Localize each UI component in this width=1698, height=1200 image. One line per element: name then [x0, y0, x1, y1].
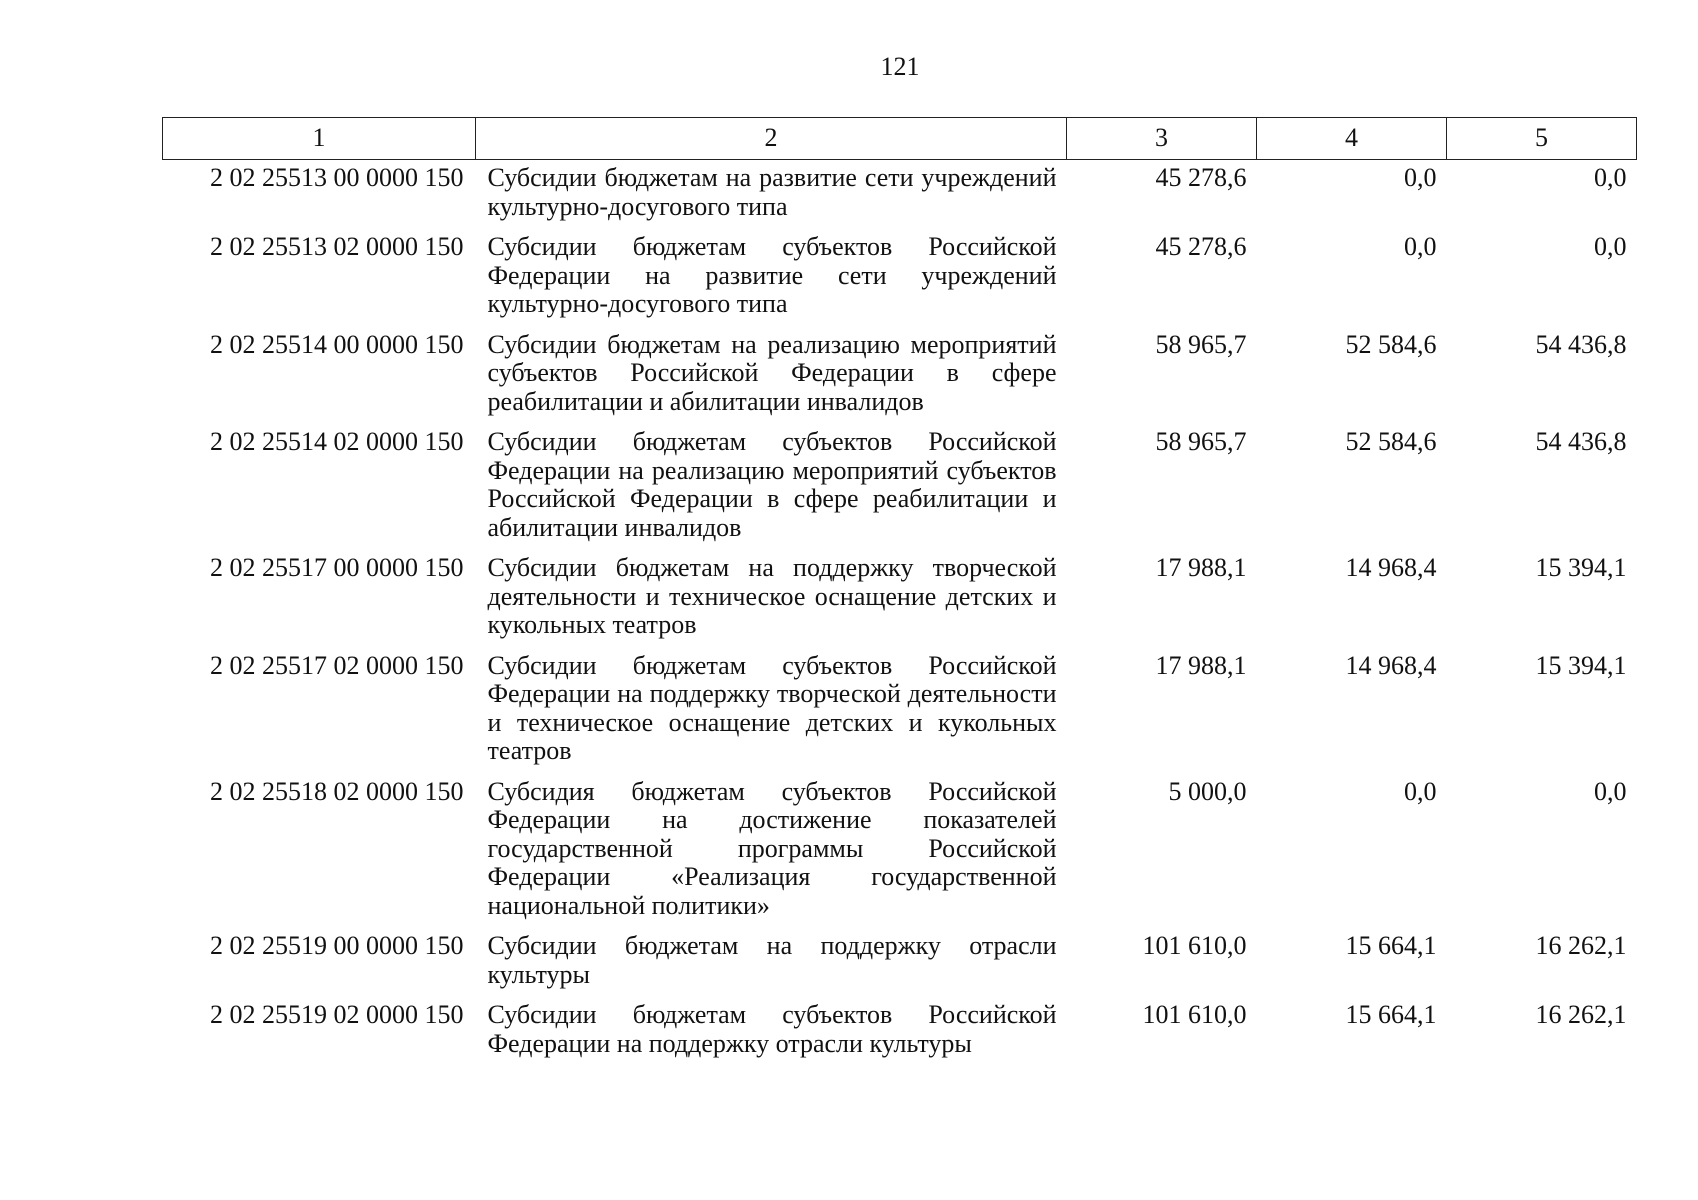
row-value-col-5: 54 436,8 — [1535, 427, 1627, 456]
row-description: Субсидии бюджетам на реализацию мероприятий субъектов Российской Федерации в сфере реабилитации и абилитации инвалидов — [487, 329, 1057, 416]
row-value-col-3: 17 988,1 — [1155, 553, 1247, 582]
header-row — [163, 118, 1637, 160]
row-description: Субсидии бюджетам субъектов Российской Федерации на поддержку творческой деятельности и техническое оснащение детских и кукольных театров — [487, 650, 1057, 765]
table-row — [163, 548, 1637, 646]
table-row — [163, 646, 1637, 772]
row-value-col-3: 17 988,1 — [1155, 650, 1247, 680]
row-value-col-5: 0,0 — [1594, 163, 1627, 192]
row-value-col-3: 58 965,7 — [1155, 329, 1247, 359]
row-value-col-5: 0,0 — [1594, 776, 1627, 806]
table-row — [163, 422, 1637, 548]
row-code: 2 02 25519 02 0000 150 — [210, 1000, 464, 1029]
row-code: 2 02 25514 02 0000 150 — [210, 427, 464, 456]
table-row — [163, 325, 1637, 423]
row-value-col-5: 54 436,8 — [1535, 329, 1627, 359]
page-number: 121 — [880, 52, 920, 81]
row-value-col-4: 14 968,4 — [1345, 553, 1437, 582]
header-col-2: 2 — [476, 118, 1067, 160]
row-value-col-3: 101 610,0 — [1142, 931, 1247, 960]
row-value-col-5: 16 262,1 — [1535, 931, 1627, 960]
row-value-col-4: 0,0 — [1404, 776, 1437, 806]
table-row — [163, 772, 1637, 927]
table-row — [163, 926, 1637, 995]
row-value-col-4: 52 584,6 — [1345, 427, 1437, 456]
row-value-col-3: 101 610,0 — [1142, 1000, 1247, 1029]
header-col-5: 5 — [1447, 118, 1637, 160]
row-value-col-5: 15 394,1 — [1535, 650, 1627, 680]
row-description: Субсидия бюджетам субъектов Российской Федерации на достижение показателей государственной программы Российской Федерации «Реализация государственной национальной политики» — [487, 776, 1057, 920]
row-description: Субсидии бюджетам на поддержку творческой деятельности и техническое оснащение детских и кукольных театров — [487, 553, 1057, 639]
row-value-col-3: 45 278,6 — [1155, 163, 1247, 192]
row-value-col-4: 52 584,6 — [1345, 329, 1437, 359]
row-code: 2 02 25519 00 0000 150 — [210, 931, 464, 960]
row-code: 2 02 25513 00 0000 150 — [210, 163, 464, 192]
row-description: Субсидии бюджетам субъектов Российской Федерации на развитие сети учреждений культурно-досугового типа — [487, 232, 1057, 318]
row-code: 2 02 25517 02 0000 150 — [210, 650, 464, 680]
row-value-col-3: 45 278,6 — [1155, 232, 1247, 261]
row-value-col-5: 16 262,1 — [1535, 1000, 1627, 1029]
header-col-1: 1 — [163, 118, 476, 160]
table-body — [163, 160, 1637, 1065]
row-code: 2 02 25518 02 0000 150 — [210, 776, 464, 806]
budget-table — [162, 117, 1637, 1064]
row-code: 2 02 25513 02 0000 150 — [210, 232, 464, 261]
row-value-col-4: 14 968,4 — [1345, 650, 1437, 680]
row-value-col-3: 58 965,7 — [1155, 427, 1247, 456]
row-value-col-4: 15 664,1 — [1345, 931, 1437, 960]
row-code: 2 02 25514 00 0000 150 — [210, 329, 464, 359]
table-row — [163, 160, 1637, 228]
row-value-col-4: 0,0 — [1404, 232, 1437, 261]
row-code: 2 02 25517 00 0000 150 — [210, 553, 464, 582]
header-col-3: 3 — [1067, 118, 1257, 160]
table-row — [163, 995, 1637, 1064]
row-description: Субсидии бюджетам субъектов Российской Федерации на поддержку отрасли культуры — [487, 1000, 1057, 1058]
row-description: Субсидии бюджетам на развитие сети учреждений культурно-досугового типа — [487, 163, 1057, 221]
table-header — [163, 118, 1637, 160]
table-row — [163, 227, 1637, 325]
row-value-col-4: 0,0 — [1404, 163, 1437, 192]
row-description: Субсидии бюджетам субъектов Российской Федерации на реализацию мероприятий субъектов Российской Федерации в сфере реабилитации и абилитации инвалидов — [487, 427, 1057, 542]
row-value-col-3: 5 000,0 — [1168, 776, 1247, 806]
row-value-col-5: 15 394,1 — [1535, 553, 1627, 582]
row-value-col-4: 15 664,1 — [1345, 1000, 1437, 1029]
row-value-col-5: 0,0 — [1594, 232, 1627, 261]
header-col-4: 4 — [1257, 118, 1447, 160]
row-description: Субсидии бюджетам на поддержку отрасли культуры — [487, 931, 1057, 989]
